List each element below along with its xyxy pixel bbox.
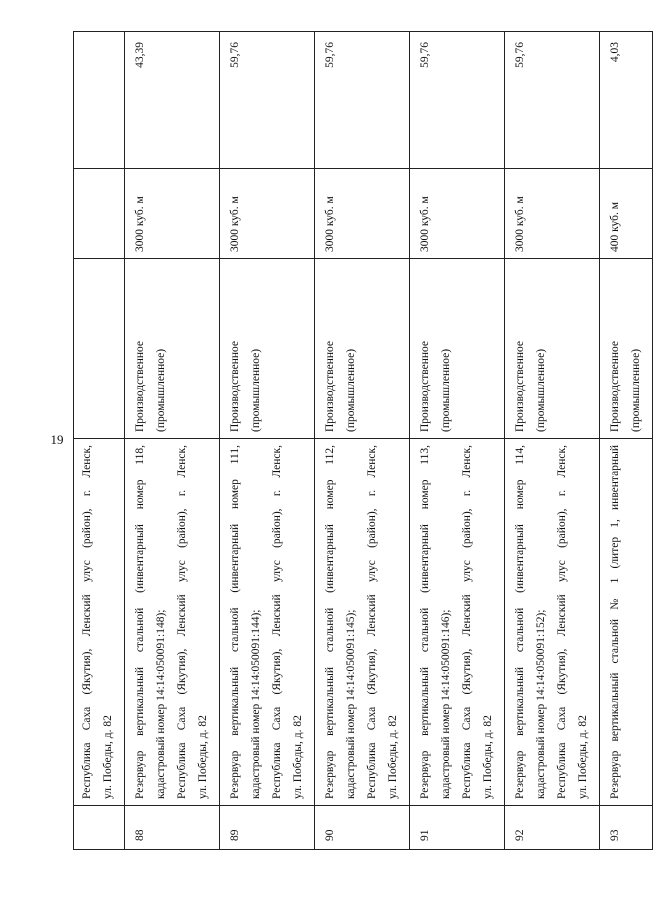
text-line: кадастровый номер 14:14:050091:145); — [345, 609, 357, 799]
cell-description — [315, 439, 410, 806]
table-row-continuation — [74, 32, 125, 850]
text-line: кадастровый номер 14:14:050091:146); — [440, 609, 452, 799]
text-line: Резервуар вертикальный стальной (инвентарный номер 114, — [514, 445, 526, 799]
cell-capacity: 400 куб. м — [600, 169, 653, 259]
cell-purpose: Производственное (промышленное) — [125, 259, 220, 439]
text-line: ул. Победы, д. 82 — [197, 715, 209, 799]
cell-area: 59,76 — [410, 32, 505, 169]
cell-purpose: Производственное (промышленное) — [505, 259, 600, 439]
cell-num: 92 — [505, 806, 600, 850]
cell-area: 59,76 — [315, 32, 410, 169]
cell-description — [220, 439, 315, 806]
cell-num: 90 — [315, 806, 410, 850]
table-row — [315, 32, 410, 850]
cell-description — [505, 439, 600, 806]
cell-capacity: 3000 куб. м — [125, 169, 220, 259]
cell-num: 89 — [220, 806, 315, 850]
text-line: ул. Победы, д. 82 — [387, 715, 399, 799]
text-line: ул. Победы, д. 82 — [577, 715, 589, 799]
cell-description — [410, 439, 505, 806]
cell-area — [74, 32, 125, 169]
text-line: Республика Саха (Якутия), Ленский улус (район), г. Ленск, — [461, 445, 473, 799]
text-line: Республика Саха (Якутия), Ленский улус (район), г. Ленск, — [556, 445, 568, 799]
text-line: Резервуар вертикальный стальной (инвентарный номер 112, — [324, 445, 336, 799]
text-line: кадастровый номер 14:14:050091:152); — [535, 609, 547, 799]
property-table — [73, 31, 653, 850]
text-line: ул. Победы, д. 82 — [292, 715, 304, 799]
text-line: Республика Саха (Якутия), Ленский улус (район), г. Ленск, — [366, 445, 378, 799]
text-line: Республика Саха (Якутия), Ленский улус (район), г. Ленск, — [81, 445, 93, 799]
text-line: Резервуар вертикальный стальной (инвентарный номер 118, — [134, 445, 146, 799]
cell-description — [600, 439, 653, 806]
cell-purpose: Производственное (промышленное) — [315, 259, 410, 439]
cell-num — [74, 806, 125, 850]
text-line: Резервуар вертикальный стальной № 1 (литер 1, инвентарный — [609, 445, 621, 799]
page-number: 19 — [50, 432, 64, 447]
table-row — [600, 32, 653, 850]
text-line: Резервуар вертикальный стальной (инвентарный номер 111, — [229, 445, 241, 799]
cell-description — [125, 439, 220, 806]
cell-area: 59,76 — [220, 32, 315, 169]
text-line: кадастровый номер 14:14:050091:144); — [250, 609, 262, 799]
cell-capacity — [74, 169, 125, 259]
text-line: кадастровый номер 14:14:050091:148); — [155, 609, 167, 799]
cell-capacity: 3000 куб. м — [220, 169, 315, 259]
text-line: Республика Саха (Якутия), Ленский улус (район), г. Ленск, — [271, 445, 283, 799]
cell-capacity: 3000 куб. м — [315, 169, 410, 259]
cell-area: 59,76 — [505, 32, 600, 169]
table-row — [220, 32, 315, 850]
cell-num: 88 — [125, 806, 220, 850]
table-row — [505, 32, 600, 850]
table-row — [410, 32, 505, 850]
cell-purpose: Производственное (промышленное) — [220, 259, 315, 439]
cell-purpose: Производственное (промышленное) — [410, 259, 505, 439]
text-line: Резервуар вертикальный стальной (инвентарный номер 113, — [419, 445, 431, 799]
cell-num: 91 — [410, 806, 505, 850]
text-line: Республика Саха (Якутия), Ленский улус (район), г. Ленск, — [176, 445, 188, 799]
rotated-table-wrapper — [73, 32, 642, 850]
cell-description — [74, 439, 125, 806]
cell-area: 4,03 — [600, 32, 653, 169]
cell-purpose — [74, 259, 125, 439]
cell-capacity: 3000 куб. м — [410, 169, 505, 259]
cell-capacity: 3000 куб. м — [505, 169, 600, 259]
text-line: ул. Победы, д. 82 — [482, 715, 494, 799]
cell-purpose: Производственное (промышленное) — [600, 259, 653, 439]
cell-num: 93 — [600, 806, 653, 850]
text-line: ул. Победы, д. 82 — [102, 715, 114, 799]
cell-area: 43,39 — [125, 32, 220, 169]
table-row — [125, 32, 220, 850]
